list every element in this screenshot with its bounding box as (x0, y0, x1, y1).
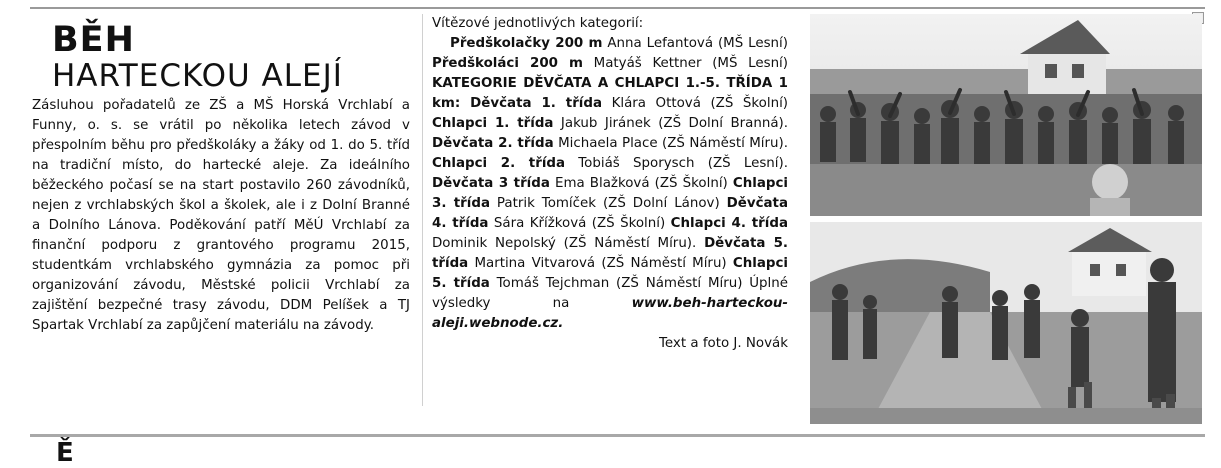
winner-name: Dominik Nepolský (ZŠ Náměstí Míru). (432, 236, 705, 251)
article-title-line1: BĚH (52, 20, 135, 60)
photo-credit: Text a foto J. Novák (659, 336, 788, 351)
winner-name: Tomáš Tejchman (ZŠ Náměstí Míru) (489, 276, 750, 291)
winner-category: Chlapci 1. třída (432, 116, 554, 131)
winners-text (432, 34, 788, 334)
winner-category: Předškolačky 200 m (450, 36, 603, 51)
winner-category: Děvčata 3 třída (432, 176, 550, 191)
bottom-rule (30, 434, 1205, 437)
winner-category: Chlapci 4. třída (670, 216, 788, 231)
article-body: Zásluhou pořadatelů ze ZŠ a MŠ Horská Vrchlabí a Funny, o. s. se vrátil po několika letech závod v přespolním běhu pro předškoláky a žáky od 1. do 5. tříd na tradiční místo, do hartecké aleje. Za ideálního běžeckého počasí se na start postavilo 260 závodníků, nejen z vrchlabských škol a školek, ale i z Dolní Branné a Dolního Lánova. Poděkování patří MěÚ Vrchlabí za finanční podporu z grantového programu 2015, studentkám vrchlabského gymnázia za pomoc při organizování závodu, Městské policii Vrchlabí za zajištění bezpečné trasy závodu, DDM Pelíšek a TJ Spartak Vrchlabí za zapůjčení materiálu na závody. (32, 98, 410, 333)
article-title-line2: HARTECKOU ALEJÍ (52, 58, 343, 94)
winner-name: Jakub Jiránek (ZŠ Dolní Branná). (553, 116, 789, 131)
photo-children-running-image (810, 222, 1202, 424)
winner-category: KATEGORIE DĚVČATA A CHLAPCI 1.-5. TŘÍDA 1 km: Děvčata 1. třída (432, 76, 788, 111)
results-prefix: Úplné výsledky na (432, 276, 788, 311)
photo-children-warmup (810, 14, 1202, 216)
winner-name: Martina Vitvarová (ZŠ Náměstí Míru) (468, 256, 733, 271)
photo-children-warmup-image (810, 14, 1202, 216)
winner-name: Patrik Tomíček (ZŠ Dolní Lánov) (489, 196, 727, 211)
winners-column (432, 14, 788, 354)
winner-category: Předškoláci 200 m (432, 56, 583, 71)
winner-name: Ema Blažková (ZŠ Školní) (549, 176, 733, 191)
results-url: www.beh-harteckou-aleji.webnode.cz. (432, 296, 788, 331)
winner-name: Anna Lefantová (MŠ Lesní) (602, 36, 788, 51)
winner-name: Tobiáš Sporysch (ZŠ Lesní). (565, 156, 788, 171)
winner-category: Děvčata 5. třída (432, 236, 788, 271)
winner-category: Děvčata 4. třída (432, 196, 788, 231)
winner-category: Chlapci 3. třída (432, 176, 788, 211)
column-divider (422, 14, 423, 406)
winner-category: Děvčata 2. třída (432, 136, 554, 151)
next-article-heading-fragment: Ě (56, 438, 74, 468)
winner-name: Matyáš Kettner (MŠ Lesní) (583, 56, 788, 71)
winner-name: Klára Ottová (ZŠ Školní) (602, 96, 789, 111)
winner-category: Chlapci 2. třída (432, 156, 566, 171)
winners-heading: Vítězové jednotlivých kategorií: (432, 16, 644, 31)
top-rule (30, 7, 1205, 9)
photo-children-running (810, 222, 1202, 424)
article-column (30, 22, 410, 336)
winner-name: Michaela Place (ZŠ Náměstí Míru). (553, 136, 788, 151)
winner-category: Chlapci 5. třída (432, 256, 788, 291)
winner-name: Sára Křížková (ZŠ Školní) (488, 216, 671, 231)
